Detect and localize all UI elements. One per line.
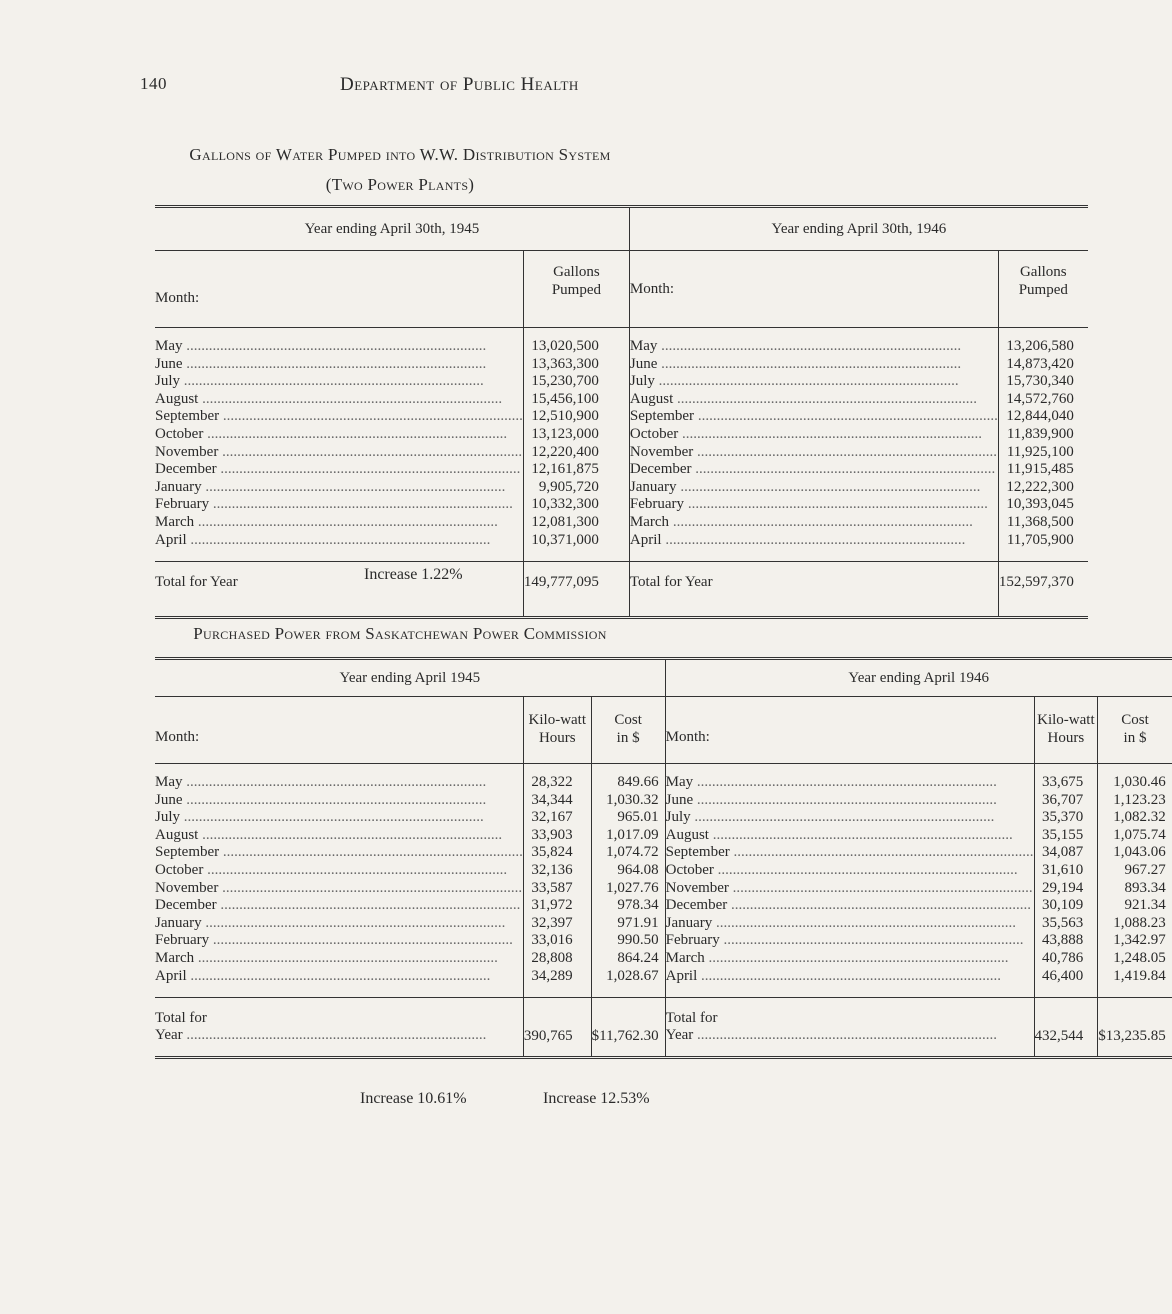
cost-1945: 849.66 xyxy=(591,764,665,792)
month-label: November ..... xyxy=(155,444,523,462)
table-row xyxy=(155,391,1088,409)
cost-1945: 1,028.67 xyxy=(591,968,665,998)
month-label: December ..... xyxy=(155,461,523,479)
kwh-1946: 40,786 xyxy=(1034,950,1098,968)
table1-col-month-1946: Month: xyxy=(629,251,998,328)
month-label: July ..... xyxy=(155,373,523,391)
table1-total-label: Total for Year xyxy=(155,562,523,618)
gallons-1945: 12,161,875 xyxy=(523,461,629,479)
table-row xyxy=(155,479,1088,497)
cost-1945: 964.08 xyxy=(591,862,665,880)
kwh-1946: 35,563 xyxy=(1034,915,1098,933)
month-label: February ..... xyxy=(666,932,1034,950)
table1-total-1946: 152,597,370 xyxy=(998,562,1088,618)
table2-total-cost-1946: $13,235.85 xyxy=(1098,998,1172,1058)
table1-total-1945: 149,777,095 xyxy=(523,562,629,618)
total-label-line1: Total for xyxy=(665,1010,718,1027)
kwh-label-line2: Hours xyxy=(1047,730,1085,746)
table-row xyxy=(155,328,1088,356)
kwh-label-line1: Kilo-watt xyxy=(528,712,587,728)
kwh-1945: 35,824 xyxy=(523,844,591,862)
table-row xyxy=(155,764,1172,792)
cost-label-line1: Cost xyxy=(614,712,642,728)
running-header: Department of Public Health xyxy=(340,74,579,95)
table-row xyxy=(155,408,1088,426)
month-label: June ..... xyxy=(666,792,1034,810)
month-label: July ..... xyxy=(630,373,998,391)
table-row xyxy=(155,514,1088,532)
month-label: November ..... xyxy=(630,444,998,462)
month-label: January ..... xyxy=(155,479,523,497)
gallons-1945: 13,363,300 xyxy=(523,356,629,374)
month-label: December ..... xyxy=(666,897,1034,915)
cost-label-line2: in $ xyxy=(1123,730,1147,746)
cost-1946: 893.34 xyxy=(1124,879,1166,896)
kwh-label-line2: Hours xyxy=(538,730,576,746)
month-label: May ..... xyxy=(630,338,998,356)
kwh-1946: 34,087 xyxy=(1034,844,1098,862)
gallons-1946: 11,925,100 xyxy=(1006,443,1074,460)
gallons-label-line1: Gallons xyxy=(553,264,600,280)
table1-increase: Increase 1.22% xyxy=(364,566,463,583)
gallons-1945: 10,371,000 xyxy=(523,532,629,562)
month-label: March ..... xyxy=(630,514,998,532)
month-label: February ..... xyxy=(155,496,523,514)
gallons-1945: 12,081,300 xyxy=(523,514,629,532)
cost-1946: 1,248.05 xyxy=(1113,949,1166,966)
month-label: January ..... xyxy=(666,915,1034,933)
kwh-1946: 30,109 xyxy=(1034,897,1098,915)
table-row xyxy=(155,915,1172,933)
month-label: October ..... xyxy=(666,862,1034,880)
kwh-1946: 46,400 xyxy=(1034,968,1098,998)
table1-subtitle: (Two Power Plants) xyxy=(325,175,475,194)
table2-col-kwh-1946 xyxy=(1034,697,1098,764)
table2-col-kwh-1945 xyxy=(523,697,591,764)
cost-1946: 1,342.97 xyxy=(1113,932,1166,949)
kwh-1945: 33,903 xyxy=(523,827,591,845)
month-label: October ..... xyxy=(630,426,998,444)
cost-1945: 1,074.72 xyxy=(591,844,665,862)
kwh-1945: 32,167 xyxy=(523,809,591,827)
table2-col-cost-1946 xyxy=(1098,697,1172,764)
kwh-1945: 33,016 xyxy=(523,932,591,950)
month-label: August ..... xyxy=(155,827,523,845)
month-label: July ..... xyxy=(155,809,523,827)
table1-col-gallons-1946 xyxy=(998,251,1088,328)
month-label: May ..... xyxy=(155,774,523,792)
month-label: October ..... xyxy=(155,426,523,444)
gallons-1946: 14,873,420 xyxy=(1006,355,1074,372)
table-row xyxy=(155,880,1172,898)
cost-label-line1: Cost xyxy=(1121,712,1149,728)
kwh-1945: 34,344 xyxy=(523,792,591,810)
total-label-line1: Total for xyxy=(155,1010,207,1027)
kwh-1945: 34,289 xyxy=(523,968,591,998)
kwh-1946: 35,370 xyxy=(1034,809,1098,827)
cost-1945: 1,030.32 xyxy=(591,792,665,810)
table2-total-kwh-1946: 432,544 xyxy=(1034,998,1098,1058)
gallons-1946: 11,705,900 xyxy=(1006,531,1074,548)
month-label: August ..... xyxy=(630,391,998,409)
table-row xyxy=(155,950,1172,968)
kwh-1946: 35,155 xyxy=(1034,827,1098,845)
gallons-1946: 11,368,500 xyxy=(1006,513,1074,530)
gallons-1945: 10,332,300 xyxy=(523,496,629,514)
gallons-1945: 13,020,500 xyxy=(523,328,629,356)
table1-left-period: Year ending April 30th, 1945 xyxy=(155,207,629,251)
gallons-1946: 12,222,300 xyxy=(1006,478,1074,495)
table2-total-cost-1945: $11,762.30 xyxy=(591,998,665,1058)
table2-increase-kwh: Increase 10.61% xyxy=(360,1090,467,1107)
table-row xyxy=(155,444,1088,462)
gallons-1946: 10,393,045 xyxy=(1006,496,1074,513)
table2-title: Purchased Power from Saskatchewan Power Commission xyxy=(193,624,607,643)
month-label: September ..... xyxy=(155,408,523,426)
table1-total-label: Total for Year xyxy=(629,562,998,618)
kwh-1945: 33,587 xyxy=(523,880,591,898)
table1-col-month-1945: Month: xyxy=(155,251,523,328)
month-label: March ..... xyxy=(666,950,1034,968)
cost-1945: 990.50 xyxy=(591,932,665,950)
month-label: April ..... xyxy=(155,532,523,550)
total-label-line2: Year ..... xyxy=(666,1027,1034,1044)
table-row xyxy=(155,792,1172,810)
table1-title: Gallons of Water Pumped into W.W. Distribution System xyxy=(189,145,611,164)
gallons-label-line2: Pumped xyxy=(551,282,601,298)
month-label: August ..... xyxy=(155,391,523,409)
table2-col-cost-1945 xyxy=(591,697,665,764)
cost-1945: 978.34 xyxy=(591,897,665,915)
month-label: September ..... xyxy=(666,844,1034,862)
kwh-1946: 36,707 xyxy=(1034,792,1098,810)
cost-1945: 965.01 xyxy=(591,809,665,827)
kwh-1945: 28,808 xyxy=(523,950,591,968)
month-label: January ..... xyxy=(630,479,998,497)
gallons-1945: 9,905,720 xyxy=(523,479,629,497)
cost-1945: 971.91 xyxy=(591,915,665,933)
month-label: May ..... xyxy=(666,774,1034,792)
table-row xyxy=(155,496,1088,514)
table-row xyxy=(155,426,1088,444)
table-row xyxy=(155,809,1172,827)
cost-1946: 1,043.06 xyxy=(1113,844,1166,861)
table2-total-kwh-1945: 390,765 xyxy=(523,998,591,1058)
table2-increase-cost: Increase 12.53% xyxy=(543,1090,650,1107)
month-label: November ..... xyxy=(666,880,1034,898)
month-label: June ..... xyxy=(155,356,523,374)
cost-1946: 1,123.23 xyxy=(1113,791,1166,808)
month-label: December ..... xyxy=(155,897,523,915)
cost-1946: 1,075.74 xyxy=(1113,826,1166,843)
total-label-line2: Year ..... xyxy=(155,1027,523,1044)
month-label: November ..... xyxy=(155,880,523,898)
month-label: June ..... xyxy=(155,792,523,810)
month-label: February ..... xyxy=(630,496,998,514)
table-row xyxy=(155,461,1088,479)
cost-1945: 864.24 xyxy=(591,950,665,968)
table2-body xyxy=(155,764,1172,998)
gallons-1945: 13,123,000 xyxy=(523,426,629,444)
kwh-1945: 28,322 xyxy=(523,764,591,792)
kwh-label-line1: Kilo-watt xyxy=(1037,712,1095,728)
water-pumped-table xyxy=(155,205,1088,619)
month-label: May ..... xyxy=(155,338,523,356)
purchased-power-table xyxy=(155,657,1172,1059)
table-row xyxy=(155,897,1172,915)
month-label: March ..... xyxy=(155,514,523,532)
table2-total-label-1946 xyxy=(665,998,1034,1058)
cost-1945: 1,017.09 xyxy=(591,827,665,845)
gallons-1945: 12,220,400 xyxy=(523,444,629,462)
page-number: 140 xyxy=(140,74,167,93)
table-row xyxy=(155,356,1088,374)
table-row xyxy=(155,844,1172,862)
month-label: March ..... xyxy=(155,950,523,968)
table-row xyxy=(155,932,1172,950)
gallons-1946: 11,915,485 xyxy=(1006,461,1074,478)
month-label: December ..... xyxy=(630,461,998,479)
month-label: January ..... xyxy=(155,915,523,933)
month-label: September ..... xyxy=(155,844,523,862)
gallons-1945: 15,456,100 xyxy=(523,391,629,409)
kwh-1946: 33,675 xyxy=(1034,764,1098,792)
month-label: July ..... xyxy=(666,809,1034,827)
month-label: April ..... xyxy=(666,968,1034,986)
month-label: September ..... xyxy=(630,408,998,426)
month-label: February ..... xyxy=(155,932,523,950)
month-label: October ..... xyxy=(155,862,523,880)
cost-1946: 1,082.32 xyxy=(1113,809,1166,826)
kwh-1945: 32,136 xyxy=(523,862,591,880)
table1-col-gallons-1945 xyxy=(523,251,629,328)
cost-1946: 1,419.84 xyxy=(1113,967,1166,984)
kwh-1945: 32,397 xyxy=(523,915,591,933)
month-label: August ..... xyxy=(666,827,1034,845)
table2-col-month-1946: Month: xyxy=(665,697,1034,764)
cost-1946: 1,088.23 xyxy=(1113,914,1166,931)
cost-1946: 1,030.46 xyxy=(1113,774,1166,790)
gallons-1946: 15,730,340 xyxy=(1006,373,1074,390)
month-label: April ..... xyxy=(155,968,523,986)
gallons-label-line1: Gallons xyxy=(1019,264,1067,280)
table-row xyxy=(155,532,1088,562)
month-label: April ..... xyxy=(630,532,998,550)
table-row xyxy=(155,968,1172,998)
table2-col-month-1945: Month: xyxy=(155,697,523,764)
table2-left-period: Year ending April 1945 xyxy=(155,659,665,697)
kwh-1946: 29,194 xyxy=(1034,880,1098,898)
table1-right-period: Year ending April 30th, 1946 xyxy=(771,221,947,237)
cost-1946: 921.34 xyxy=(1124,897,1166,914)
kwh-1946: 31,610 xyxy=(1034,862,1098,880)
gallons-1946: 11,839,900 xyxy=(1006,425,1074,442)
table-row xyxy=(155,827,1172,845)
cost-1946: 967.27 xyxy=(1124,861,1166,878)
cost-label-line2: in $ xyxy=(616,730,640,746)
gallons-1946: 12,844,040 xyxy=(1006,408,1074,425)
table-row xyxy=(155,862,1172,880)
gallons-1946: 13,206,580 xyxy=(1006,338,1074,354)
gallons-1945: 15,230,700 xyxy=(523,373,629,391)
table2-total-label-1945 xyxy=(155,998,523,1058)
gallons-label-line2: Pumped xyxy=(1018,282,1068,298)
month-label: June ..... xyxy=(630,356,998,374)
kwh-1945: 31,972 xyxy=(523,897,591,915)
gallons-1945: 12,510,900 xyxy=(523,408,629,426)
table1-body xyxy=(155,328,1088,562)
table2-right-period: Year ending April 1946 xyxy=(848,670,989,686)
table-row xyxy=(155,373,1088,391)
gallons-1946: 14,572,760 xyxy=(1006,390,1074,407)
cost-1945: 1,027.76 xyxy=(591,880,665,898)
kwh-1946: 43,888 xyxy=(1034,932,1098,950)
